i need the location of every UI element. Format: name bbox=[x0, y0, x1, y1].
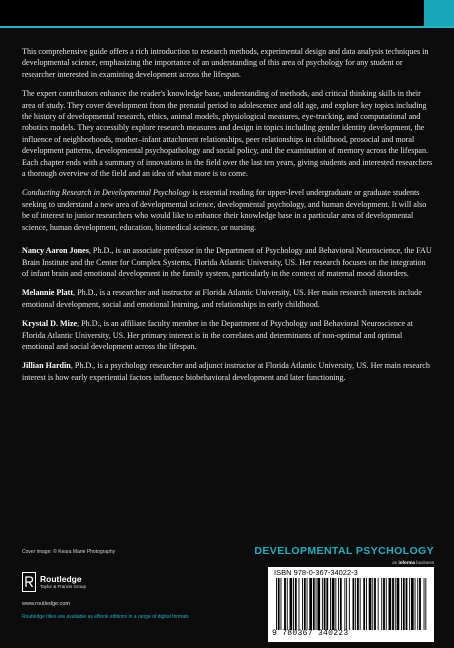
ebook-note: Routledge titles are available as eBook editions in a range of digital formats bbox=[22, 614, 189, 620]
author-bio bbox=[22, 287, 434, 310]
author-bio-text: , Ph.D., is an associate professor in the Department of Psychology and Behavioral Neuroscience, the FAU Brain Institute and the Center for Complex Systems, Florida Atlantic University, US. Her research focuses on the integration of infant brain and emotional development in the family system, particularly in the context of maternal mood disorders. bbox=[22, 246, 432, 278]
intro-paragraph: This comprehensive guide offers a rich introduction to research methods, experimental design and data analysis techniques in developmental science, emphasizing the importance of an understanding of this area of psychology for any student or researcher interested in examining development across the lifespan. bbox=[22, 47, 429, 79]
author-bio bbox=[22, 245, 434, 279]
top-accent-block bbox=[424, 0, 454, 26]
informa-prefix: an bbox=[392, 560, 399, 565]
publisher-name: Routledge bbox=[40, 573, 82, 584]
author-bio bbox=[22, 318, 434, 352]
informa-tagline bbox=[392, 560, 434, 565]
back-cover-text bbox=[22, 46, 434, 391]
barcode-digits: 9 780367 340223 bbox=[272, 629, 349, 638]
routledge-logo-icon bbox=[22, 572, 36, 592]
author-name: Jillian Hardin bbox=[22, 361, 71, 371]
author-bio-text: , Ph.D., is an affiliate faculty member in the Department of Psychology and Behavioral Neuroscience at Florida Atlantic University, US. Her primary interest is in the correlates and determinants of non-optimal and optimal emotional and social development across the lifespan. bbox=[22, 319, 413, 351]
author-name: Melannie Platt bbox=[22, 288, 74, 298]
top-band bbox=[0, 0, 454, 28]
series-title: DEVELOPMENTAL PSYCHOLOGY bbox=[254, 545, 434, 557]
informa-brand: informa bbox=[398, 560, 415, 565]
publisher-website: www.routledge.com bbox=[22, 601, 70, 607]
author-name: Krystal D. Mize bbox=[22, 319, 78, 329]
author-bio-text: , Ph.D., is a researcher and instructor at Florida Atlantic University, US. Her main research interests include emotional development, social and emotional learning, and relationships in early childhood. bbox=[22, 288, 422, 309]
author-bio bbox=[22, 360, 434, 383]
author-name: Nancy Aaron Jones bbox=[22, 246, 89, 256]
audience-text: is essential reading for upper-level undergraduate or graduate students seeking to understand a new area of developmental science, developmental psychology, and human development. It will also be of interest to junior researchers who would like to enhance their knowledge base in a particular area of developmental science, human development, education, biomedical science, or nursing. bbox=[22, 188, 427, 232]
cover-image-credit: Cover image: © Keara Marie Photography bbox=[22, 549, 116, 555]
informa-suffix: business bbox=[414, 560, 434, 565]
cover-footer bbox=[22, 545, 434, 644]
barcode-panel bbox=[268, 567, 434, 642]
barcode-icon bbox=[274, 578, 429, 630]
isbn-label: ISBN 978-0-367-34022-3 bbox=[274, 568, 358, 577]
publisher-logo bbox=[22, 572, 86, 592]
audience-paragraph bbox=[22, 187, 434, 233]
publisher-group: Taylor & Francis Group bbox=[40, 583, 87, 589]
book-title: Conducting Research in Developmental Psychology bbox=[22, 188, 191, 198]
author-bio-text: , Ph.D., is a psychology researcher and adjunct instructor at Florida Atlantic University, US. Her main research interest is how early experiential factors influence biobehavioral development and later functioning. bbox=[22, 361, 430, 382]
contributors-paragraph: The expert contributors enhance the reader's knowledge base, understanding of methods, and critical thinking skills in their area of study. They cover development from the prenatal period to adolescence and old age, and explore key topics including the history of developmental research, ethics, animal models, physiological measures, eye-tracking, and computational and robotics models. They accessibly explore research measures and design in topics including gender identity development, the influence of neighborhoods, mother–infant attachment relationships, peer relationships in childhood, prosocial and moral development patterns, developmental psychopathology and social policy, and the examination of memory across the lifespan. Each chapter ends with a summary of innovations in the field over the last ten years, giving students and interested researchers a thorough overview of the field and an idea of what more is to come. bbox=[22, 89, 433, 179]
